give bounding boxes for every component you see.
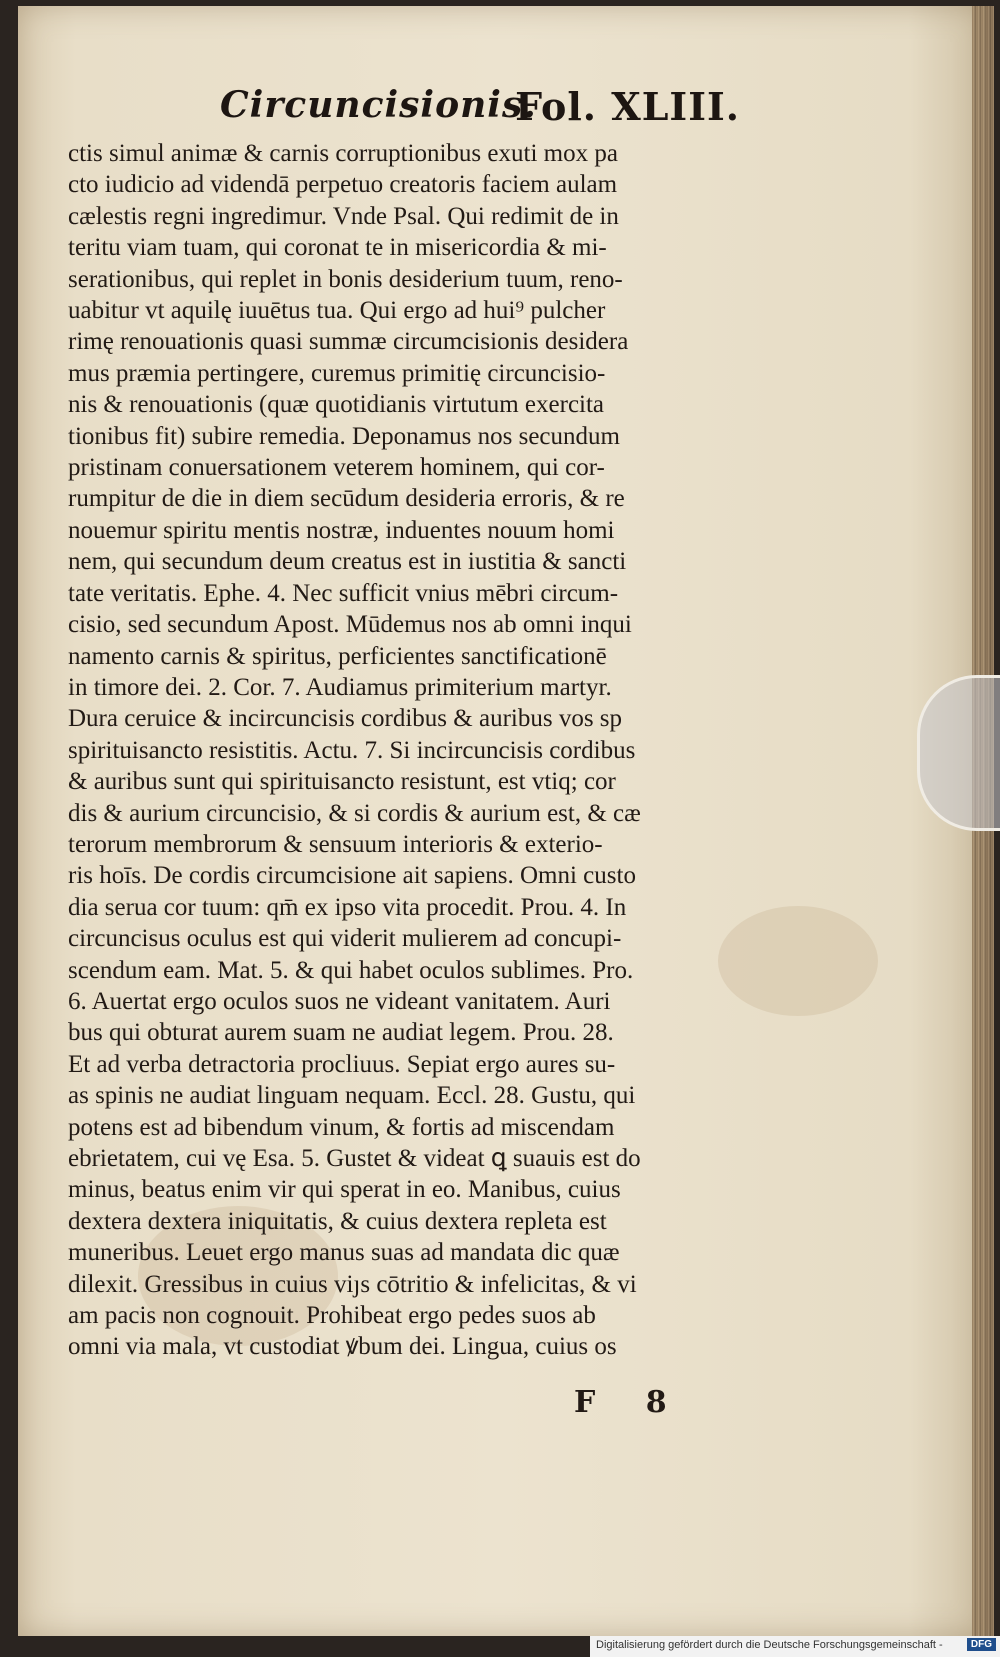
text-line: serationibus, qui replet in bonis desiderium tuum, reno- [68,265,623,293]
folio-number: Fol. XLIII. [515,84,740,129]
text-line: scendum eam. Mat. 5. & qui habet oculos sublimes. Pro. [68,956,634,984]
footer-credit: Digitalisierung gefördert durch die Deutsche Forschungsgemeinschaft - [596,1639,943,1651]
text-line: Dura ceruice & incircuncisis cordibus & auribus vos sp [68,705,623,733]
text-line: cto iudicio ad videndā perpetuo creatoris faciem aulam [68,171,618,199]
text-line: am pacis non cognouit. Prohibeat ergo pedes suos ab [68,1302,596,1330]
text-line: terorum membrorum & sensuum interioris & exterio- [68,830,603,858]
dfg-logo: DFG [967,1638,996,1651]
text-line: spirituisancto resistitis. Actu. 7. Si incircuncisis cordibus [68,736,636,764]
text-line: Et ad verba detractoria procliuus. Sepiat ergo aures su- [68,1050,616,1078]
signature-mark: F 8 [574,1385,687,1420]
text-line: muneribus. Leuet ergo manus suas ad mandata dic quæ [68,1239,620,1267]
text-line: namento carnis & spiritus, perficientes sanctificationē [68,642,607,670]
text-line: dextera dextera iniquitatis, & cuius dextera repleta est [68,1207,607,1235]
text-line: 6. Auertat ergo oculos suos ne videant vanitatem. Auri [68,987,611,1015]
text-line: dis & aurium circuncisio, & si cordis & aurium est, & cæ [68,799,641,827]
body-text [68,138,768,1363]
text-line: mus præmia pertingere, curemus primitię circuncisio- [68,359,606,387]
text-line: teritu viam tuam, qui coronat te in misericordia & mi- [68,234,607,262]
text-line: ctis simul animæ & carnis corruptionibus exuti mox pa [68,140,618,167]
page-clip-tab [917,675,1000,831]
text-line: omni via mala, vt custodiat ꝟbum dei. Lingua, cuius os [68,1333,617,1361]
text-line: uabitur vt aquilę iuuētus tua. Qui ergo ad hui⁹ pulcher [68,297,606,325]
text-line: tate veritatis. Ephe. 4. Nec sufficit vnius mēbri circum- [68,579,619,607]
text-line: ebrietatem, cui vę Esa. 5. Gustet & videat ꝗ suauis est do [68,1145,641,1172]
text-line: cisio, sed secundum Apost. Mūdemus nos ab omni inqui [68,611,632,639]
text-line: nis & renouationis (quæ quotidianis virtutum exercita [68,391,605,419]
text-line: rumpitur de die in diem secūdum desideria erroris, & re [68,485,625,513]
text-line: dilexit. Gressibus in cuius viȷs cōtritio & infelicitas, & vi [68,1270,637,1298]
text-line: nem, qui secundum deum creatus est in iustitia & sancti [68,548,627,576]
text-line: tionibus fit) subire remedia. Deponamus nos secundum [68,422,620,450]
running-head [220,84,740,140]
running-head-title: Circuncisionis. [220,84,537,126]
digitization-footer [590,1636,1000,1657]
text-line: nouemur spiritu mentis nostræ, induentes nouum homi [68,516,615,544]
text-line: as spinis ne audiat linguam nequam. Eccl. 28. Gustu, qui [68,1082,636,1110]
text-line: & auribus sunt qui spirituisancto resistunt, est vtiq; cor [68,768,616,796]
text-line: ris hoīs. De cordis circumcisione ait sapiens. Omni custo [68,862,636,890]
text-line: cælestis regni ingredimur. Vnde Psal. Qui redimit de in [68,202,619,230]
text-line: potens est ad bibendum vinum, & fortis ad miscendam [68,1113,615,1141]
text-line: in timore dei. 2. Cor. 7. Audiamus primiterium martyr. [68,673,612,701]
text-line: pristinam conuersationem veterem hominem, qui cor- [68,454,605,482]
text-line: dia serua cor tuum: qm̄ ex ipso vita procedit. Prou. 4. In [68,893,627,921]
text-line: rimę renouationis quasi summæ circumcisionis desidera [68,328,629,356]
text-line: circuncisus oculus est qui viderit mulierem ad concupi- [68,925,622,953]
text-line: bus qui obturat aurem suam ne audiat legem. Prou. 28. [68,1019,614,1047]
text-line: minus, beatus enim vir qui sperat in eo. Manibus, cuius [68,1176,621,1204]
